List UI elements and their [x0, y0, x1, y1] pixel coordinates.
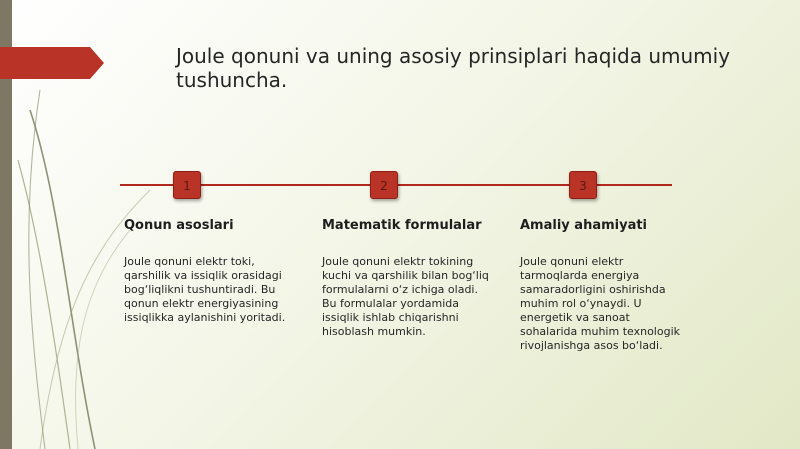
- timeline-marker-2: 2: [370, 171, 398, 199]
- timeline-text-3: Joule qonuni elektr tarmoqlarda energiya samaradorligini oshirishda muhim rol o‘ynaydi. U energetik va sanoat sohalarida muhim texnologik rivojlanishga asos bo‘ladi.: [520, 255, 680, 352]
- slide-title: Joule qonuni va uning asosiy prinsiplari haqida umumiy tushuncha.: [176, 44, 731, 92]
- timeline-heading-3: Amaliy ahamiyati: [520, 218, 648, 233]
- timeline-text-2: Joule qonuni elektr tokining kuchi va qarshilik bilan bog‘liq formulalarni o‘z ichiga oladi. Bu formulalar yordamida issiqlik ishlab chiqarishni hisoblash mumkin.: [322, 255, 489, 338]
- timeline-marker-3: 3: [569, 171, 597, 199]
- timeline-heading-1: Qonun asoslari: [124, 218, 234, 233]
- title-flag-accent: [0, 47, 104, 79]
- timeline-marker-1: 1: [173, 171, 201, 199]
- timeline-text-1: Joule qonuni elektr toki, qarshilik va issiqlik orasidagi bog‘liqlikni tushuntiradi. Bu qonun elektr energiyasining issiqlikka aylanishini yoritadi.: [124, 255, 286, 324]
- timeline-heading-2: Matematik formulalar: [322, 218, 482, 233]
